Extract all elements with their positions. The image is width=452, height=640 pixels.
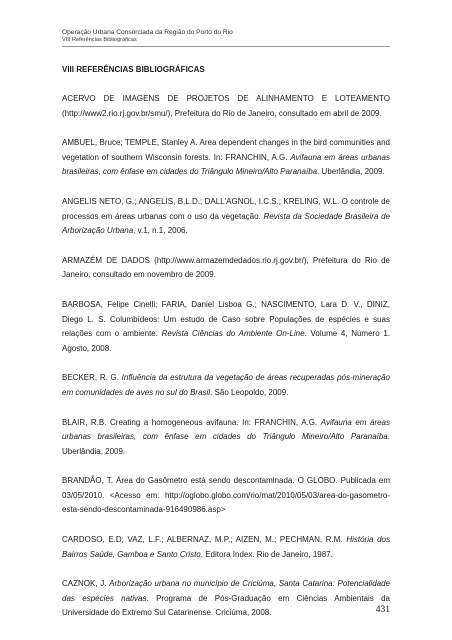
reference-entry xyxy=(62,195,390,239)
reference-text: . Uberlândia, 2009. xyxy=(62,432,390,456)
reference-text: CAZNOK, J. xyxy=(62,579,110,589)
reference-title-italic: Revista Ciências do Ambiente On-Line xyxy=(161,329,305,339)
reference-text: . Uberlândia, 2009. xyxy=(317,167,385,177)
reference-text: , v.1, n.1, 2006. xyxy=(133,226,188,236)
header-document-title: Operação Urbana Consorciada da Região do Porto do Rio xyxy=(62,29,233,36)
reference-title-italic: Arborização urbana no município de Criciúma, Santa Catarina: Potencialidade das espécies nativas xyxy=(62,579,390,603)
reference-entry xyxy=(62,416,390,460)
reference-title-italic: Avifauna em áreas urbanas brasileiras, com ênfase em cidades do Triângulo Mineiro/Alto Paranaíba xyxy=(62,152,390,177)
reference-text: AMBUEL, Bruce; TEMPLE, Stanley A. Area dependent changes in the bird communities and vegetation of southern Wisconsin forests. In: FRANCHIN, A.G. xyxy=(62,138,390,162)
reference-title-italic: Influência da estrutura da vegetação de áreas recuperadas pós-mineração em comunidades de aves no sul do Brasil xyxy=(62,373,390,397)
header-divider xyxy=(62,46,390,47)
reference-title-italic: Avifauna em áreas urbanas brasileiras, com ênfase em cidades do Triângulo Mineiro/Alto Paranaíba xyxy=(62,417,391,442)
reference-text: BRANDÃO, T. Área do Gasômetro está sendo descontaminada. O GLOBO. Publicada em 03/05/2010. <Acesso em: http://oglobo.globo.com/rio/mat/2010/05/03/area-do-gasometro-esta-sendo-descontaminada-916490986.asp> xyxy=(62,476,390,515)
running-header xyxy=(62,29,233,43)
reference-text: ANGELIS NETO, G.; ANGELIS, B.L.D.; DALL'AGNOL, I.C.S.; KRELING, W.L. O controle de processos em áreas urbanas com o uso da vegetação. xyxy=(62,196,390,221)
reference-text: BLAIR, R.B. Creating a homogeneous avifauna. In: FRANCHIN, A.G. xyxy=(62,417,321,427)
reference-entry xyxy=(62,92,390,121)
reference-title-italic: Revista da Sociedade Brasileira de Arborização Urbana xyxy=(62,211,391,236)
reference-text: ARMAZÉM DE DADOS (http://www.armazemdedados.rio.rj.gov.br/), Prefeitura do Rio de Janeiro, consultado em novembro de 2009. xyxy=(62,255,390,280)
reference-entry xyxy=(62,474,390,518)
reference-text: CARDOSO, E.D; VAZ, L.F.; ALBERNAZ, M.P.; AIZEN, M.; PECHMAN, R.M. xyxy=(62,535,347,545)
section-heading: VIII REFERÊNCIAS BIBLIOGRÁFICAS xyxy=(62,65,205,74)
reference-entry xyxy=(62,298,390,356)
reference-entry xyxy=(62,371,390,400)
reference-list xyxy=(62,92,390,621)
reference-text: . Volume 4, Número 1. Agosto, 2008. xyxy=(62,329,391,353)
reference-text: BECKER, R. G. xyxy=(62,373,122,383)
header-section-title: VIII Referências Bibliográficas xyxy=(62,37,137,44)
reference-entry xyxy=(62,136,390,180)
reference-entry xyxy=(62,254,390,283)
reference-title-italic: História dos Bairros Saúde, Gamboa e Santo Cristo xyxy=(62,535,390,559)
reference-text: ACERVO DE IMAGENS DE PROJETOS DE ALINHAMENTO E LOTEAMENTO (http://www2.rio.rj.gov.br/smu/), Prefeitura do Rio de Janeiro, consultado em abril de 2009. xyxy=(62,94,390,118)
reference-entry xyxy=(62,577,390,621)
reference-text: . São Leopoldo, 2009. xyxy=(210,387,289,397)
reference-entry xyxy=(62,533,390,562)
reference-text: BARBOSA, Felipe Cinelli; FARIA, Daniel Lisboa G.; NASCIMENTO, Lara D. V., DINIZ, Diego L. S. Columbídeos: Um estudo de Caso sobre Populações de espécies e suas relações com o ambiente. xyxy=(62,299,390,339)
page-number: 431 xyxy=(375,605,390,615)
reference-text: . Programa de Pós-Graduação em Ciências Ambientais da Universidade do Extremo Sul Catarinense. Criciúma, 2008. xyxy=(62,593,391,618)
reference-text: . Editora Index. Rio de Janeiro, 1987. xyxy=(200,549,333,559)
page-content xyxy=(62,63,390,636)
